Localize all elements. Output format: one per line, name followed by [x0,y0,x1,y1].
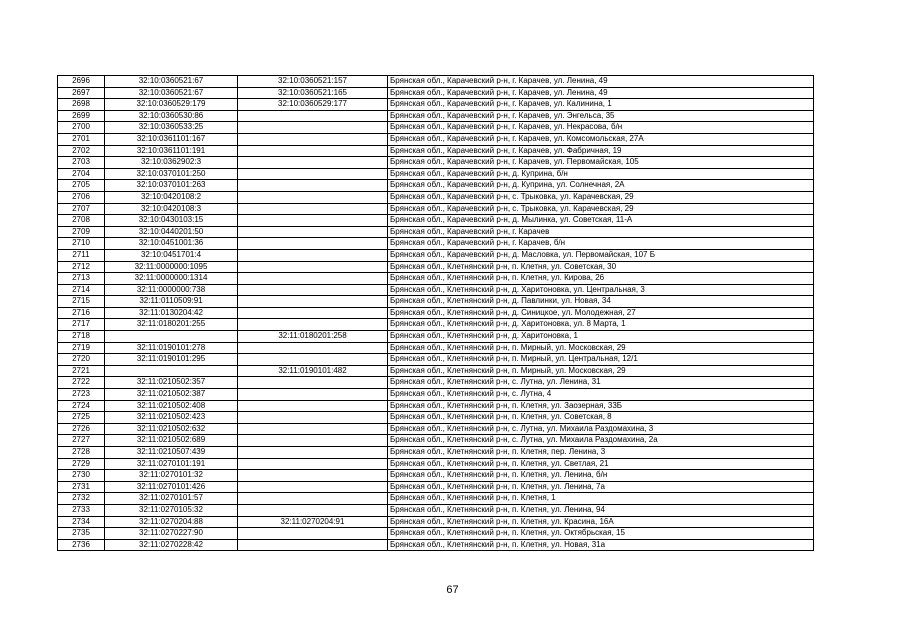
related-cadastral-number-cell [238,249,388,261]
row-number-cell: 2729 [58,458,105,470]
related-cadastral-number-cell: 32:11:0180201:258 [238,331,388,343]
address-cell: Брянская обл., Карачевский р-н, д. Куприна, б/н [388,168,814,180]
related-cadastral-number-cell [238,400,388,412]
row-number-cell: 2702 [58,145,105,157]
table-row [58,447,814,459]
row-number-cell: 2697 [58,87,105,99]
table-row [58,296,814,308]
address-cell: Брянская обл., Карачевский р-н, д. Масловка, ул. Первомайская, 107 Б [388,249,814,261]
address-cell: Брянская обл., Клетнянский р-н, с. Лутна, 4 [388,389,814,401]
address-cell: Брянская обл., Карачевский р-н, г. Карачев, ул. Ленина, 49 [388,76,814,88]
row-number-cell: 2723 [58,389,105,401]
row-number-cell: 2710 [58,238,105,250]
cadastral-number-cell: 32:10:0451001:36 [105,238,238,250]
table-row [58,458,814,470]
table-row [58,238,814,250]
address-cell: Брянская обл., Клетнянский р-н, д. Харитоновка, ул. 8 Марта, 1 [388,319,814,331]
address-cell: Брянская обл., Карачевский р-н, г. Карачев, ул. Энгельса, 35 [388,110,814,122]
cadastral-number-cell: 32:10:0361101:191 [105,145,238,157]
table-row [58,157,814,169]
row-number-cell: 2722 [58,377,105,389]
table-row [58,110,814,122]
related-cadastral-number-cell [238,539,388,551]
registry-table [57,75,814,551]
address-cell: Брянская обл., Клетнянский р-н, п. Клетня, ул. Кирова, 26 [388,273,814,285]
table-row [58,481,814,493]
cadastral-number-cell: 32:11:0270105:32 [105,504,238,516]
row-number-cell: 2719 [58,342,105,354]
table-row [58,354,814,366]
row-number-cell: 2720 [58,354,105,366]
row-number-cell: 2706 [58,191,105,203]
table-row [58,133,814,145]
row-number-cell: 2703 [58,157,105,169]
related-cadastral-number-cell [238,133,388,145]
related-cadastral-number-cell [238,458,388,470]
address-cell: Брянская обл., Клетнянский р-н, п. Клетня, ул. Октябрьская, 15 [388,528,814,540]
cadastral-number-cell: 32:10:0430103:15 [105,215,238,227]
related-cadastral-number-cell: 32:11:0270204:91 [238,516,388,528]
table-row [58,273,814,285]
related-cadastral-number-cell [238,110,388,122]
row-number-cell: 2711 [58,249,105,261]
table-row [58,493,814,505]
cadastral-number-cell: 32:10:0370101:250 [105,168,238,180]
related-cadastral-number-cell [238,412,388,424]
row-number-cell: 2704 [58,168,105,180]
related-cadastral-number-cell [238,504,388,516]
row-number-cell: 2699 [58,110,105,122]
related-cadastral-number-cell [238,145,388,157]
related-cadastral-number-cell: 32:10:0360521:157 [238,76,388,88]
table-row [58,180,814,192]
address-cell: Брянская обл., Клетнянский р-н, п. Клетня, 1 [388,493,814,505]
row-number-cell: 2727 [58,435,105,447]
related-cadastral-number-cell: 32:10:0360521:165 [238,87,388,99]
related-cadastral-number-cell [238,273,388,285]
row-number-cell: 2713 [58,273,105,285]
related-cadastral-number-cell [238,435,388,447]
related-cadastral-number-cell [238,493,388,505]
address-cell: Брянская обл., Клетнянский р-н, п. Клетня, пер. Ленина, 3 [388,447,814,459]
address-cell: Брянская обл., Клетнянский р-н, п. Клетня, ул. Советская, 8 [388,412,814,424]
address-cell: Брянская обл., Карачевский р-н, г. Карачев, ул. Некрасова, б/н [388,122,814,134]
table-row [58,412,814,424]
related-cadastral-number-cell [238,481,388,493]
address-cell: Брянская обл., Клетнянский р-н, с. Лутна, ул. Ленина, 31 [388,377,814,389]
table-row [58,377,814,389]
address-cell: Брянская обл., Клетнянский р-н, п. Клетня, ул. Красина, 16А [388,516,814,528]
table-row [58,261,814,273]
table-row [58,145,814,157]
cadastral-number-cell: 32:11:0210502:632 [105,423,238,435]
row-number-cell: 2724 [58,400,105,412]
related-cadastral-number-cell [238,261,388,273]
cadastral-number-cell: 32:10:0370101:263 [105,180,238,192]
related-cadastral-number-cell [238,284,388,296]
address-cell: Брянская обл., Карачевский р-н, г. Карачев, ул. Фабричная, 19 [388,145,814,157]
row-number-cell: 2708 [58,215,105,227]
cadastral-number-cell: 32:11:0210502:423 [105,412,238,424]
table-row [58,168,814,180]
cadastral-number-cell: 32:11:0270228:42 [105,539,238,551]
cadastral-number-cell: 32:11:0210507:439 [105,447,238,459]
row-number-cell: 2700 [58,122,105,134]
cadastral-number-cell: 32:11:0270101:32 [105,470,238,482]
related-cadastral-number-cell [238,377,388,389]
row-number-cell: 2732 [58,493,105,505]
table-row [58,307,814,319]
cadastral-number-cell: 32:10:0362902:3 [105,157,238,169]
cadastral-number-cell: 32:11:0270227:90 [105,528,238,540]
row-number-cell: 2733 [58,504,105,516]
table-row [58,191,814,203]
cadastral-number-cell: 32:11:0130204:42 [105,307,238,319]
related-cadastral-number-cell [238,215,388,227]
row-number-cell: 2728 [58,447,105,459]
row-number-cell: 2709 [58,226,105,238]
related-cadastral-number-cell [238,122,388,134]
address-cell: Брянская обл., Клетнянский р-н, п. Клетня, ул. Заозерная, 33Б [388,400,814,412]
table-row [58,539,814,551]
cadastral-number-cell: 32:11:0190101:278 [105,342,238,354]
address-cell: Брянская обл., Карачевский р-н, с. Трыковка, ул. Карачевская, 29 [388,191,814,203]
related-cadastral-number-cell [238,389,388,401]
table-row [58,435,814,447]
related-cadastral-number-cell [238,203,388,215]
table-row [58,470,814,482]
address-cell: Брянская обл., Клетнянский р-н, с. Лутна, ул. Михаила Раздомахина, 2а [388,435,814,447]
address-cell: Брянская обл., Клетнянский р-н, п. Мирный, ул. Московская, 29 [388,342,814,354]
row-number-cell: 2736 [58,539,105,551]
table-row [58,215,814,227]
cadastral-number-cell: 32:11:0000000:1095 [105,261,238,273]
related-cadastral-number-cell: 32:11:0190101:482 [238,365,388,377]
table-row [58,284,814,296]
table-row [58,400,814,412]
cadastral-number-cell: 32:10:0360533:25 [105,122,238,134]
row-number-cell: 2725 [58,412,105,424]
related-cadastral-number-cell [238,296,388,308]
cadastral-number-cell: 32:11:0110509:91 [105,296,238,308]
related-cadastral-number-cell [238,354,388,366]
address-cell: Брянская обл., Клетнянский р-н, д. Павлинки, ул. Новая, 34 [388,296,814,308]
address-cell: Брянская обл., Клетнянский р-н, д. Харитоновка, ул. Центральная, 3 [388,284,814,296]
table-row [58,365,814,377]
related-cadastral-number-cell [238,319,388,331]
related-cadastral-number-cell [238,157,388,169]
cadastral-number-cell: 32:10:0361101:167 [105,133,238,145]
address-cell: Брянская обл., Клетнянский р-н, п. Клетня, ул. Советская, 30 [388,261,814,273]
row-number-cell: 2718 [58,331,105,343]
related-cadastral-number-cell [238,226,388,238]
address-cell: Брянская обл., Карачевский р-н, г. Карачев, ул. Калинина, 1 [388,99,814,111]
table-row [58,249,814,261]
address-cell: Брянская обл., Карачевский р-н, г. Карачев, ул. Комсомольская, 27А [388,133,814,145]
row-number-cell: 2696 [58,76,105,88]
address-cell: Брянская обл., Клетнянский р-н, с. Лутна, ул. Михаила Раздомахина, 3 [388,423,814,435]
address-cell: Брянская обл., Карачевский р-н, д. Мылинка, ул. Советская, 11-А [388,215,814,227]
address-cell: Брянская обл., Карачевский р-н, г. Карачев [388,226,814,238]
cadastral-number-cell: 32:11:0210502:387 [105,389,238,401]
row-number-cell: 2701 [58,133,105,145]
row-number-cell: 2707 [58,203,105,215]
related-cadastral-number-cell [238,423,388,435]
table-row [58,528,814,540]
table-row [58,516,814,528]
address-cell: Брянская обл., Карачевский р-н, г. Карачев, ул. Ленина, 49 [388,87,814,99]
row-number-cell: 2698 [58,99,105,111]
row-number-cell: 2705 [58,180,105,192]
cadastral-number-cell: 32:10:0420108:3 [105,203,238,215]
row-number-cell: 2715 [58,296,105,308]
cadastral-number-cell: 32:10:0440201:50 [105,226,238,238]
related-cadastral-number-cell [238,238,388,250]
cadastral-number-cell: 32:10:0420108:2 [105,191,238,203]
cadastral-number-cell: 32:10:0360521:67 [105,87,238,99]
table-row [58,504,814,516]
row-number-cell: 2716 [58,307,105,319]
table-row [58,122,814,134]
row-number-cell: 2735 [58,528,105,540]
related-cadastral-number-cell [238,470,388,482]
address-cell: Брянская обл., Клетнянский р-н, п. Клетня, ул. Ленина, б/н [388,470,814,482]
address-cell: Брянская обл., Карачевский р-н, г. Карачев, ул. Первомайская, 105 [388,157,814,169]
related-cadastral-number-cell [238,191,388,203]
row-number-cell: 2730 [58,470,105,482]
address-cell: Брянская обл., Клетнянский р-н, п. Клетня, ул. Ленина, 7а [388,481,814,493]
row-number-cell: 2714 [58,284,105,296]
address-cell: Брянская обл., Клетнянский р-н, п. Клетня, ул. Ленина, 94 [388,504,814,516]
row-number-cell: 2721 [58,365,105,377]
cadastral-number-cell [105,365,238,377]
related-cadastral-number-cell [238,307,388,319]
table-row [58,226,814,238]
row-number-cell: 2726 [58,423,105,435]
address-cell: Брянская обл., Клетнянский р-н, д. Харитоновка, 1 [388,331,814,343]
address-cell: Брянская обл., Клетнянский р-н, п. Мирный, ул. Московская, 29 [388,365,814,377]
related-cadastral-number-cell [238,447,388,459]
cadastral-number-cell: 32:10:0451701:4 [105,249,238,261]
table-row [58,319,814,331]
cadastral-number-cell: 32:11:0270101:426 [105,481,238,493]
address-cell: Брянская обл., Клетнянский р-н, п. Клетня, ул. Светлая, 21 [388,458,814,470]
address-cell: Брянская обл., Карачевский р-н, д. Куприна, ул. Солнечная, 2А [388,180,814,192]
cadastral-number-cell: 32:11:0210502:689 [105,435,238,447]
table-row [58,423,814,435]
cadastral-number-cell: 32:11:0190101:295 [105,354,238,366]
cadastral-number-cell: 32:11:0270101:191 [105,458,238,470]
page-number: 67 [446,584,459,596]
table-row [58,99,814,111]
row-number-cell: 2712 [58,261,105,273]
cadastral-number-cell: 32:11:0270204:88 [105,516,238,528]
table-row [58,76,814,88]
row-number-cell: 2731 [58,481,105,493]
table-row [58,389,814,401]
cadastral-number-cell: 32:11:0000000:1314 [105,273,238,285]
table-row [58,342,814,354]
row-number-cell: 2734 [58,516,105,528]
registry-table-body [58,76,814,551]
address-cell: Брянская обл., Клетнянский р-н, п. Мирный, ул. Центральная, 12/1 [388,354,814,366]
table-row [58,331,814,343]
related-cadastral-number-cell [238,342,388,354]
related-cadastral-number-cell: 32:10:0360529:177 [238,99,388,111]
address-cell: Брянская обл., Карачевский р-н, г. Карачев, б/н [388,238,814,250]
address-cell: Брянская обл., Клетнянский р-н, д. Синицкое, ул. Молодежная, 27 [388,307,814,319]
table-row [58,203,814,215]
cadastral-number-cell: 32:11:0000000:738 [105,284,238,296]
cadastral-number-cell: 32:10:0360529:179 [105,99,238,111]
related-cadastral-number-cell [238,168,388,180]
table-row [58,87,814,99]
cadastral-number-cell: 32:11:0180201:255 [105,319,238,331]
related-cadastral-number-cell [238,528,388,540]
related-cadastral-number-cell [238,180,388,192]
cadastral-number-cell: 32:11:0210502:357 [105,377,238,389]
cadastral-number-cell: 32:10:0360521:67 [105,76,238,88]
cadastral-number-cell: 32:11:0210502:408 [105,400,238,412]
cadastral-number-cell: 32:11:0270101:57 [105,493,238,505]
address-cell: Брянская обл., Карачевский р-н, с. Трыковка, ул. Карачевская, 29 [388,203,814,215]
address-cell: Брянская обл., Клетнянский р-н, п. Клетня, ул. Новая, 31а [388,539,814,551]
row-number-cell: 2717 [58,319,105,331]
cadastral-number-cell: 32:10:0360530:86 [105,110,238,122]
cadastral-number-cell [105,331,238,343]
